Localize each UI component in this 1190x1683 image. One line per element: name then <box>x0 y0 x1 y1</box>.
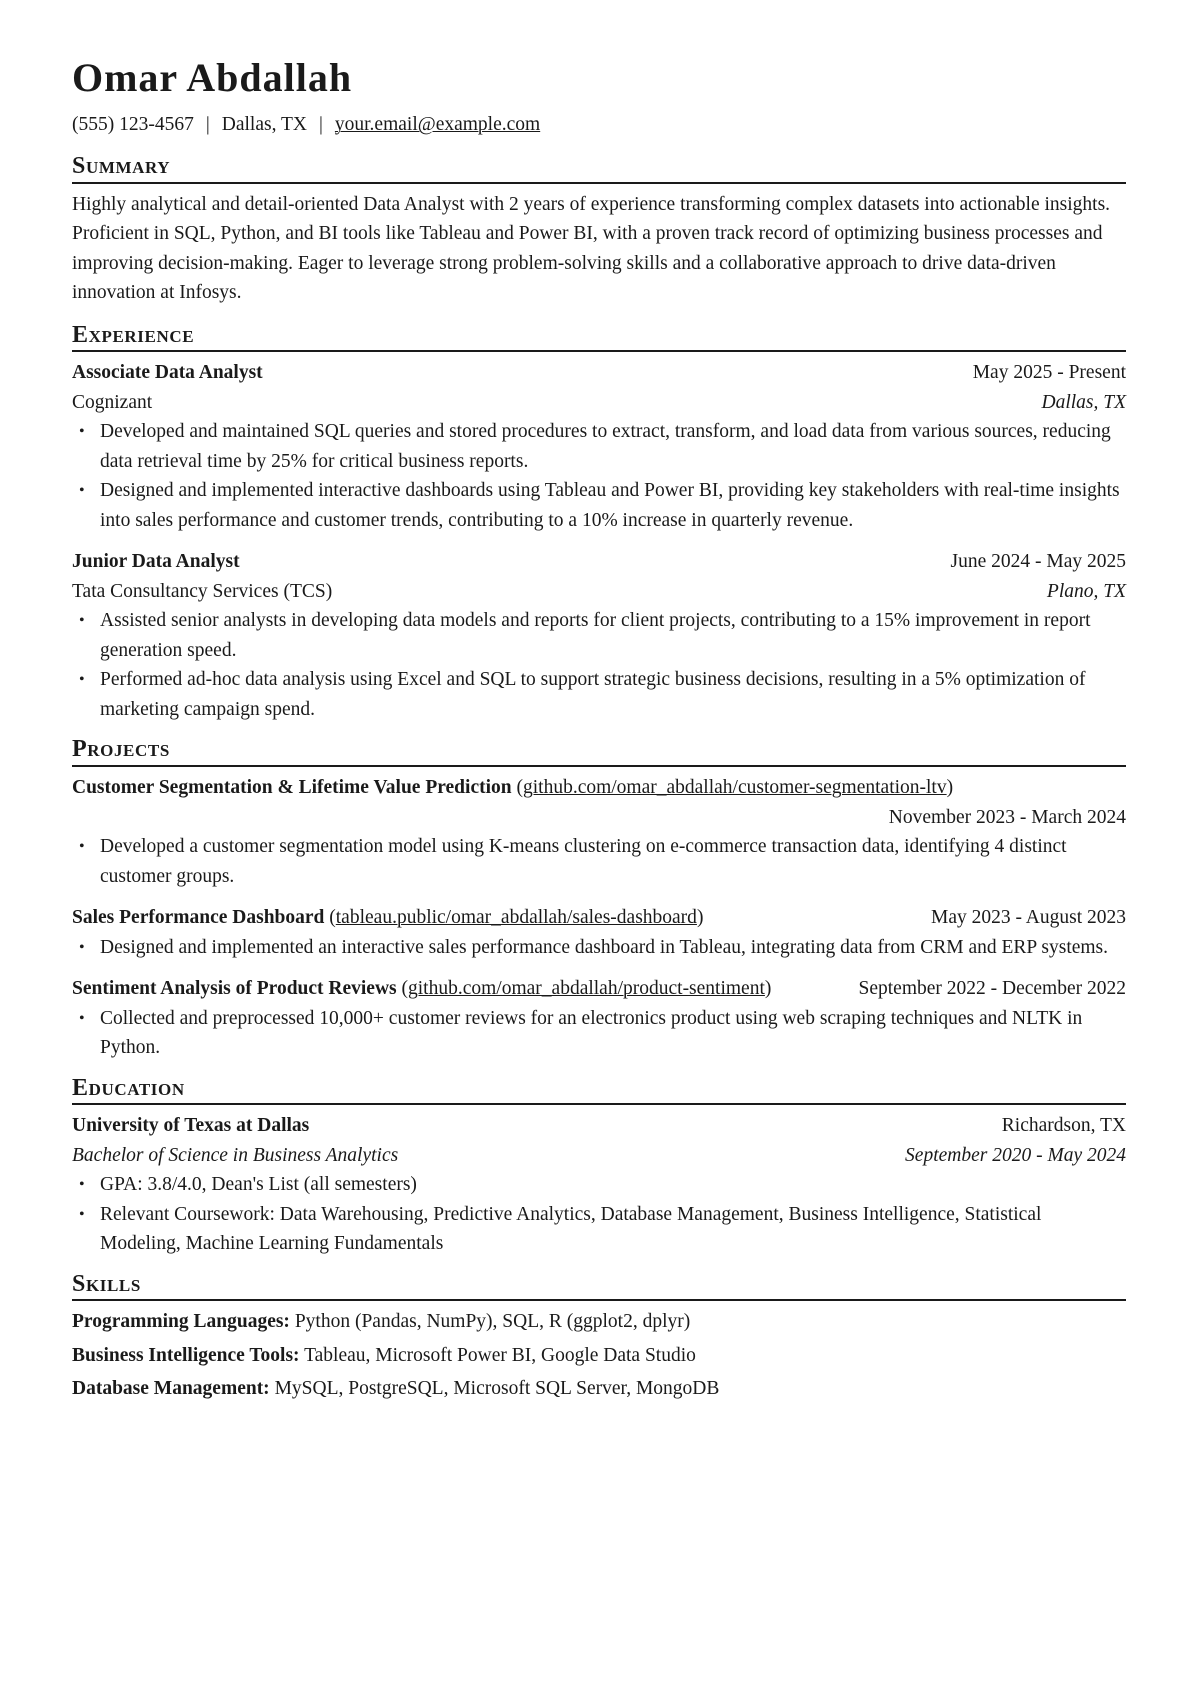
project-link[interactable]: tableau.public/omar_abdallah/sales-dashboard <box>335 907 697 929</box>
contact-separator: | <box>205 114 210 135</box>
project-name: Sales Performance Dashboard <box>72 907 325 929</box>
experience-section <box>72 322 1126 725</box>
skill-row <box>72 1341 1126 1371</box>
company-name: Cognizant <box>72 391 153 413</box>
summary-text: Highly analytical and detail-oriented Data Analyst with 2 years of experience transforming complex datasets into actionable insights. Proficient in SQL, Python, and BI tools like Tableau and Power BI, with a proven track record of optimizing business processes and improving decision-making. Eager to leverage strong problem-solving skills and a collaborative approach to drive data-driven innovation at Infosys. <box>72 193 1111 304</box>
project-bullets <box>72 1004 1126 1063</box>
project-name: Customer Segmentation & Lifetime Value Prediction <box>72 777 512 799</box>
degree-name: Bachelor of Science in Business Analytics <box>72 1144 399 1166</box>
email-link[interactable]: your.email@example.com <box>334 114 541 135</box>
education-bullets <box>72 1170 1126 1259</box>
list-item: • GPA: 3.8/4.0, Dean's List (all semesters) <box>72 1170 1126 1200</box>
job-bullets <box>72 606 1126 724</box>
school-name: University of Texas at Dallas <box>72 1115 310 1137</box>
contact-separator: | <box>318 114 323 135</box>
skill-label: Database Management: <box>72 1378 270 1400</box>
education-entry <box>72 1111 1126 1259</box>
job-dates: June 2024 - May 2025 <box>950 551 1126 573</box>
skill-value: Tableau, Microsoft Power BI, Google Data Studio <box>304 1344 696 1366</box>
list-item: • Designed and implemented interactive dashboards using Tableau and Power BI, providing key stakeholders with real-time insights into sales performance and customer trends, contributing to a 10% increase in quarterly revenue. <box>72 476 1126 535</box>
section-title-projects: Projects <box>72 736 1126 767</box>
summary-section <box>72 153 1126 308</box>
location: Dallas, TX <box>221 114 307 135</box>
job-title: Junior Data Analyst <box>72 551 240 573</box>
project-name: Sentiment Analysis of Product Reviews <box>72 978 397 1000</box>
job-location: Plano, TX <box>1046 580 1126 602</box>
list-item: • Relevant Coursework: Data Warehousing, Predictive Analytics, Database Management, Business Intelligence, Statistical Modeling, Machine Learning Fundamentals <box>72 1200 1126 1259</box>
project-dates: May 2023 - August 2023 <box>931 907 1126 929</box>
list-item: • Collected and preprocessed 10,000+ customer reviews for an electronics product using web scraping techniques and NLTK in Python. <box>72 1004 1126 1063</box>
phone-number: (555) 123-4567 <box>72 114 194 135</box>
section-title-skills: Skills <box>72 1271 1126 1302</box>
resume-page <box>72 55 1126 1408</box>
job-title: Associate Data Analyst <box>72 362 263 384</box>
skills-section <box>72 1271 1126 1404</box>
projects-section <box>72 736 1126 1062</box>
school-location: Richardson, TX <box>1001 1115 1126 1137</box>
skill-label: Business Intelligence Tools: <box>72 1344 300 1366</box>
skill-label: Programming Languages: <box>72 1311 290 1333</box>
contact-line <box>72 110 1126 139</box>
job-location: Dallas, TX <box>1041 391 1126 413</box>
job-bullets <box>72 417 1126 535</box>
section-title-education: Education <box>72 1075 1126 1106</box>
skill-row <box>72 1374 1126 1404</box>
experience-entry <box>72 358 1126 535</box>
job-dates: May 2025 - Present <box>972 362 1126 384</box>
experience-entry <box>72 547 1126 724</box>
project-dates: September 2022 - December 2022 <box>858 978 1126 1000</box>
section-title-experience: Experience <box>72 322 1126 353</box>
list-item: • Assisted senior analysts in developing data models and reports for client projects, contributing to a 15% improvement in report generation speed. <box>72 606 1126 665</box>
project-entry: Sentiment Analysis of Product Reviews (github.com/omar_abdallah/product-sentiment) September 2022 - December 2022 • Collected and preprocessed 10,000+ customer reviews for an electronics product using web scraping techniques and NLTK in Python. <box>72 974 1126 1063</box>
section-title-summary: Summary <box>72 153 1126 184</box>
project-entry: Sales Performance Dashboard (tableau.public/omar_abdallah/sales-dashboard) May 2023 - August 2023 • Designed and implemented an interactive sales performance dashboard in Tableau, integrating data from CRM and ERP systems. <box>72 903 1126 962</box>
project-bullets <box>72 832 1126 891</box>
skill-value: Python (Pandas, NumPy), SQL, R (ggplot2, dplyr) <box>294 1311 691 1333</box>
skill-value: MySQL, PostgreSQL, Microsoft SQL Server, MongoDB <box>274 1378 720 1400</box>
project-link[interactable]: github.com/omar_abdallah/customer-segmentation-ltv <box>522 777 947 799</box>
list-item: • Developed and maintained SQL queries and stored procedures to extract, transform, and load data from various sources, reducing data retrieval time by 25% for critical business reports. <box>72 417 1126 476</box>
company-name: Tata Consultancy Services (TCS) <box>72 580 333 602</box>
list-item: • Developed a customer segmentation model using K-means clustering on e-commerce transaction data, identifying 4 distinct customer groups. <box>72 832 1126 891</box>
project-link[interactable]: github.com/omar_abdallah/product-sentiment <box>408 978 765 1000</box>
project-bullets <box>72 933 1126 963</box>
list-item: • Performed ad-hoc data analysis using Excel and SQL to support strategic business decisions, resulting in a 5% optimization of marketing campaign spend. <box>72 665 1126 724</box>
education-dates: September 2020 - May 2024 <box>905 1144 1126 1166</box>
education-section <box>72 1075 1126 1259</box>
candidate-name: Omar Abdallah <box>72 55 353 100</box>
project-dates: November 2023 - March 2024 <box>888 806 1126 828</box>
list-item: • Designed and implemented an interactive sales performance dashboard in Tableau, integrating data from CRM and ERP systems. <box>72 933 1126 963</box>
skill-row <box>72 1307 1126 1337</box>
project-entry: Customer Segmentation & Lifetime Value Prediction (github.com/omar_abdallah/customer-segmentation-ltv) November 2023 - March 2024 • Developed a customer segmentation model using K-means clustering on e-commerce transaction data, identifying 4 distinct customer groups. <box>72 773 1126 891</box>
